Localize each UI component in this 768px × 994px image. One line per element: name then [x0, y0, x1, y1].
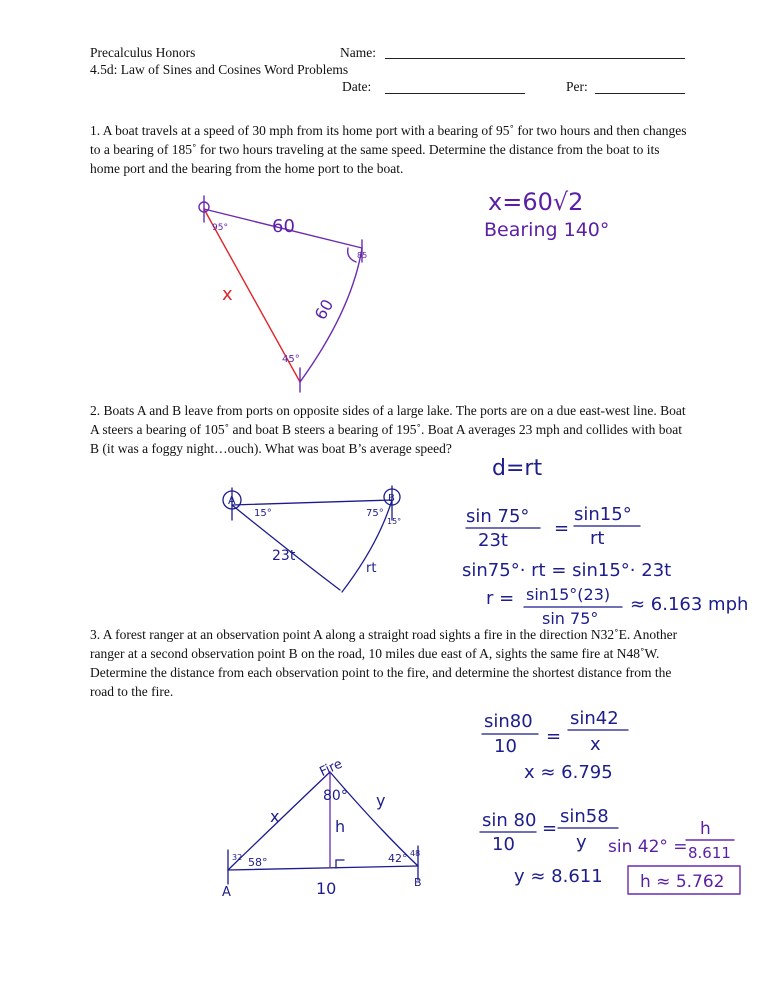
q2-work: [462, 456, 748, 628]
q3-angle-a: 58°: [248, 856, 268, 869]
q3-eq1-left-num: sin80: [484, 711, 533, 732]
q3-angle-b: 42°: [388, 852, 408, 865]
q3-eq2-right-den: y: [576, 832, 587, 853]
q3-eq3-den: 8.611: [688, 844, 731, 862]
q1-angle-arc: [348, 248, 356, 262]
date-label: Date:: [342, 79, 372, 94]
q3-angle-b2: 48: [410, 849, 421, 858]
course-title: Precalculus Honors: [90, 45, 196, 60]
q2-eq2: sin75°· rt = sin15°· 23t: [462, 560, 672, 581]
q2-label-a: A: [228, 494, 236, 507]
q1-answer-bearing: Bearing 140°: [484, 219, 610, 241]
q3-eq2-right-num: sin58: [560, 806, 609, 827]
q3-diagram: [222, 757, 422, 900]
q3-work: [480, 708, 740, 894]
lesson-title: 4.5d: Law of Sines and Cosines Word Problems: [90, 62, 349, 77]
q2-eq1-right-den: rt: [590, 528, 605, 549]
q2-angle-b2: 15°: [387, 517, 402, 526]
q2-angle-a: 15°: [254, 508, 272, 519]
q2-side-right: rt: [366, 561, 377, 576]
question-3: 3. A forest ranger at an observation point A along a straight road sights a fire in the direction N32˚E. Another ranger at a second observation point B on the road, 10 miles due east of A, sights the same fire at N48˚W. Determine the distance from each observation point to the fire, and determine the shortest distance from the road to the fire.: [90, 627, 678, 699]
question-1: 1. A boat travels at a speed of 30 mph from its home port with a bearing of 95˚ for two hours and then changes to a bearing of 185˚ for two hours traveling at the same speed. Determine the distance from the boat to its home port and the bearing from the home port to the boat.: [90, 123, 687, 176]
q3-eq2-left-num: sin 80: [482, 810, 537, 831]
q2-formula: d=rt: [492, 456, 543, 481]
q2-eq3-num: sin15°(23): [526, 585, 611, 604]
q3-angle-a2: 32: [232, 853, 243, 862]
q3-right-angle: [336, 860, 344, 868]
per-label: Per:: [566, 79, 588, 94]
q3-eq3-num: h: [700, 819, 711, 839]
q3-side-h: h: [335, 817, 346, 836]
q3-angle-top: 80°: [323, 788, 348, 804]
name-label: Name:: [340, 45, 376, 60]
q2-eq1-left-den: 23t: [478, 530, 508, 551]
q2-diagram: [223, 486, 401, 592]
q3-eq3-left: sin 42° =: [608, 837, 688, 857]
q3-base: 10: [316, 879, 337, 898]
q1-side-x: x: [222, 284, 233, 305]
q2-eq3-left: r =: [486, 588, 515, 609]
q2-angle-b: 75°: [366, 508, 384, 519]
q3-eq1-result: x ≈ 6.795: [524, 762, 613, 783]
q3-eq1-equals: =: [546, 726, 562, 747]
q3-eq1-left-den: 10: [494, 736, 517, 757]
q3-eq1-right-num: sin42: [570, 708, 619, 729]
q3-eq1-right-den: x: [590, 734, 601, 755]
q2-side-left: 23t: [272, 548, 296, 564]
q1-diagram: [199, 196, 367, 392]
q1-side-right: 60: [310, 295, 338, 324]
q1-angle-bottom: 45°: [282, 354, 300, 365]
q3-eq3-result: h ≈ 5.762: [640, 872, 725, 892]
q2-line-ab: [232, 500, 392, 505]
q3-eq2-equals: =: [542, 818, 558, 839]
q1-angle-top-left: 95°: [212, 223, 228, 233]
q2-eq3-den: sin 75°: [542, 609, 599, 628]
q3-side-x: x: [270, 807, 280, 826]
q2-label-b: B: [388, 493, 395, 504]
q2-eq3-result: ≈ 6.163 mph: [630, 594, 749, 615]
q3-side-y: y: [376, 791, 386, 810]
q1-side-top: 60: [272, 216, 295, 237]
q2-eq1-left-num: sin 75°: [466, 506, 530, 527]
q1-answer-x: x=60√2: [488, 188, 584, 216]
q2-eq1-right-num: sin15°: [574, 504, 632, 525]
question-2: 2. Boats A and B leave from ports on opposite sides of a large lake. The ports are on a due east-west line. Boat A steers a bearing of 105˚ and boat B steers a bearing of 195˚. Boat A averages 23 mph and collides with boat B (it was a foggy night…ouch). What was boat B’s average speed?: [90, 403, 686, 456]
q3-label-a: A: [222, 885, 231, 900]
q2-eq1-equals: =: [554, 518, 570, 539]
q3-eq2-left-den: 10: [492, 834, 515, 855]
q3-eq2-result: y ≈ 8.611: [514, 866, 603, 887]
q1-angle-right: 85: [357, 251, 368, 260]
q3-label-b: B: [414, 876, 422, 889]
q3-label-fire: Fire: [317, 756, 345, 781]
